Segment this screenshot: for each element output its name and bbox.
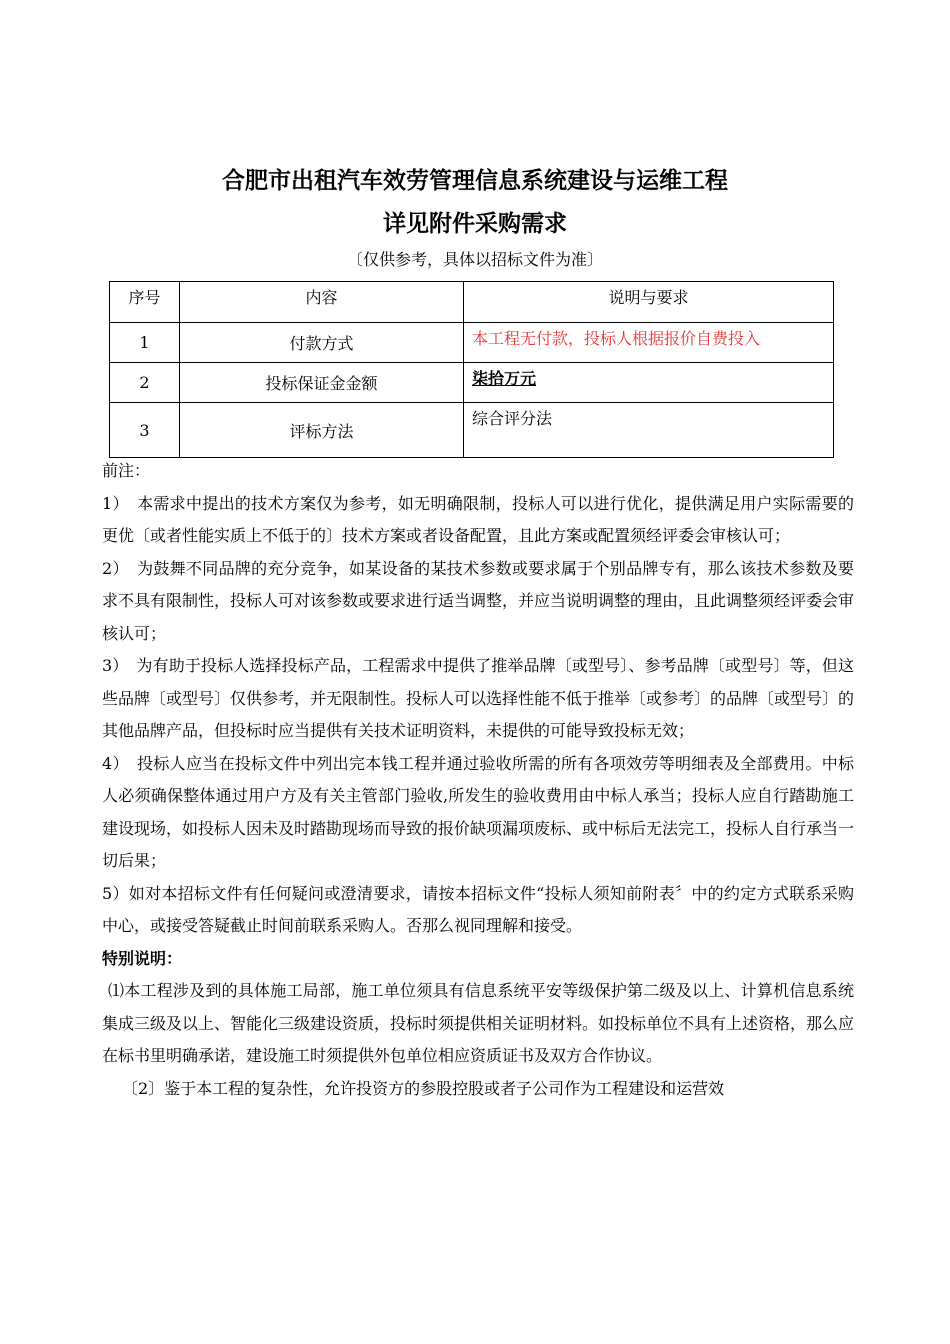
note-item: 1） 本需求中提出的技术方案仅为参考，如无明确限制，投标人可以进行优化，提供满足用户实际需要的更优〔或者性能实质上不低于的〕技术方案或者设备配置，且此方案或配置须经评委会审核认可；: [102, 493, 854, 545]
deposit-amount: 柒拾万元: [472, 369, 537, 388]
table-row: [110, 363, 834, 403]
row-desc-method: 综合评分法: [464, 403, 834, 458]
header-content: 内容: [180, 282, 464, 323]
row-content: 评标方法: [180, 403, 464, 458]
note-item: 4） 投标人应当在投标文件中列出完本钱工程并通过验收所需的所有各项效劳等明细表及全部费用。中标人必须确保整体通过用户方及有关主管部门验收,所发生的验收费用由中标人承当；投标人应自行踏勘施工建设现场，如投标人因未及时踏勘现场而导致的报价缺项漏项废标、或中标后无法完工，投标人自行承当一切后果；: [102, 753, 855, 870]
note-item: 2） 为鼓舞不同品牌的充分竞争，如某设备的某技术参数或要求属于个别品牌专有，那么该技术参数及要求不具有限制性，投标人可对该参数或要求进行适当调整，并应当说明调整的理由，且此调整须经评委会审核认可；: [102, 558, 855, 643]
header-desc: 说明与要求: [464, 282, 834, 323]
notes-label: 前注：: [102, 461, 151, 480]
row-desc-payment: 本工程无付款，投标人根据报价自费投入: [464, 323, 834, 363]
row-content: 投标保证金金额: [180, 363, 464, 403]
table-row: [110, 403, 834, 458]
row-no: 3: [110, 403, 180, 458]
row-no: 2: [110, 363, 180, 403]
special-item: 〔2〕鉴于本工程的复杂性，允许投资方的参股控股或者子公司作为工程建设和运营效: [122, 1078, 725, 1098]
row-desc-deposit: [464, 363, 834, 403]
reference-note: 〔仅供参考，具体以招标文件为准〕: [346, 250, 603, 269]
table-header-row: [110, 282, 834, 323]
table-row: [110, 323, 834, 363]
page-subtitle-heading: 详见附件采购需求: [383, 211, 567, 237]
header-no: 序号: [110, 282, 180, 323]
notes-section: [102, 455, 854, 1105]
page-title: 合肥市出租汽车效劳管理信息系统建设与运维工程: [222, 168, 728, 194]
row-content: 付款方式: [180, 323, 464, 363]
requirements-table: [109, 281, 834, 458]
special-item: ⑴本工程涉及到的具体施工局部，施工单位须具有信息系统平安等级保护第二级及以上、计算机信息系统集成三级及以上、智能化三级建设资质，投标时须提供相关证明材料。如投标单位不具有上述资格，那么应在标书里明确承诺，建设施工时须提供外包单位相应资质证书及双方合作协议。: [102, 981, 855, 1065]
note-item: 5）如对本招标文件有任何疑问或澄清要求，请按本招标文件“投标人须知前附表〞中的约定方式联系采购中心，或接受答疑截止时间前联系采购人。否那么视同理解和接受。: [102, 883, 854, 935]
row-no: 1: [110, 323, 180, 363]
special-label: 特别说明：: [102, 948, 183, 968]
note-item: 3） 为有助于投标人选择投标产品，工程需求中提供了推举品牌〔或型号〕、参考品牌〔或型号〕等，但这些品牌〔或型号〕仅供参考，并无限制性。投标人可以选择性能不低于推举〔或参考〕的品牌〔或型号〕的其他品牌产品，但投标时应当提供有关技术证明资料，未提供的可能导致投标无效；: [102, 656, 855, 740]
